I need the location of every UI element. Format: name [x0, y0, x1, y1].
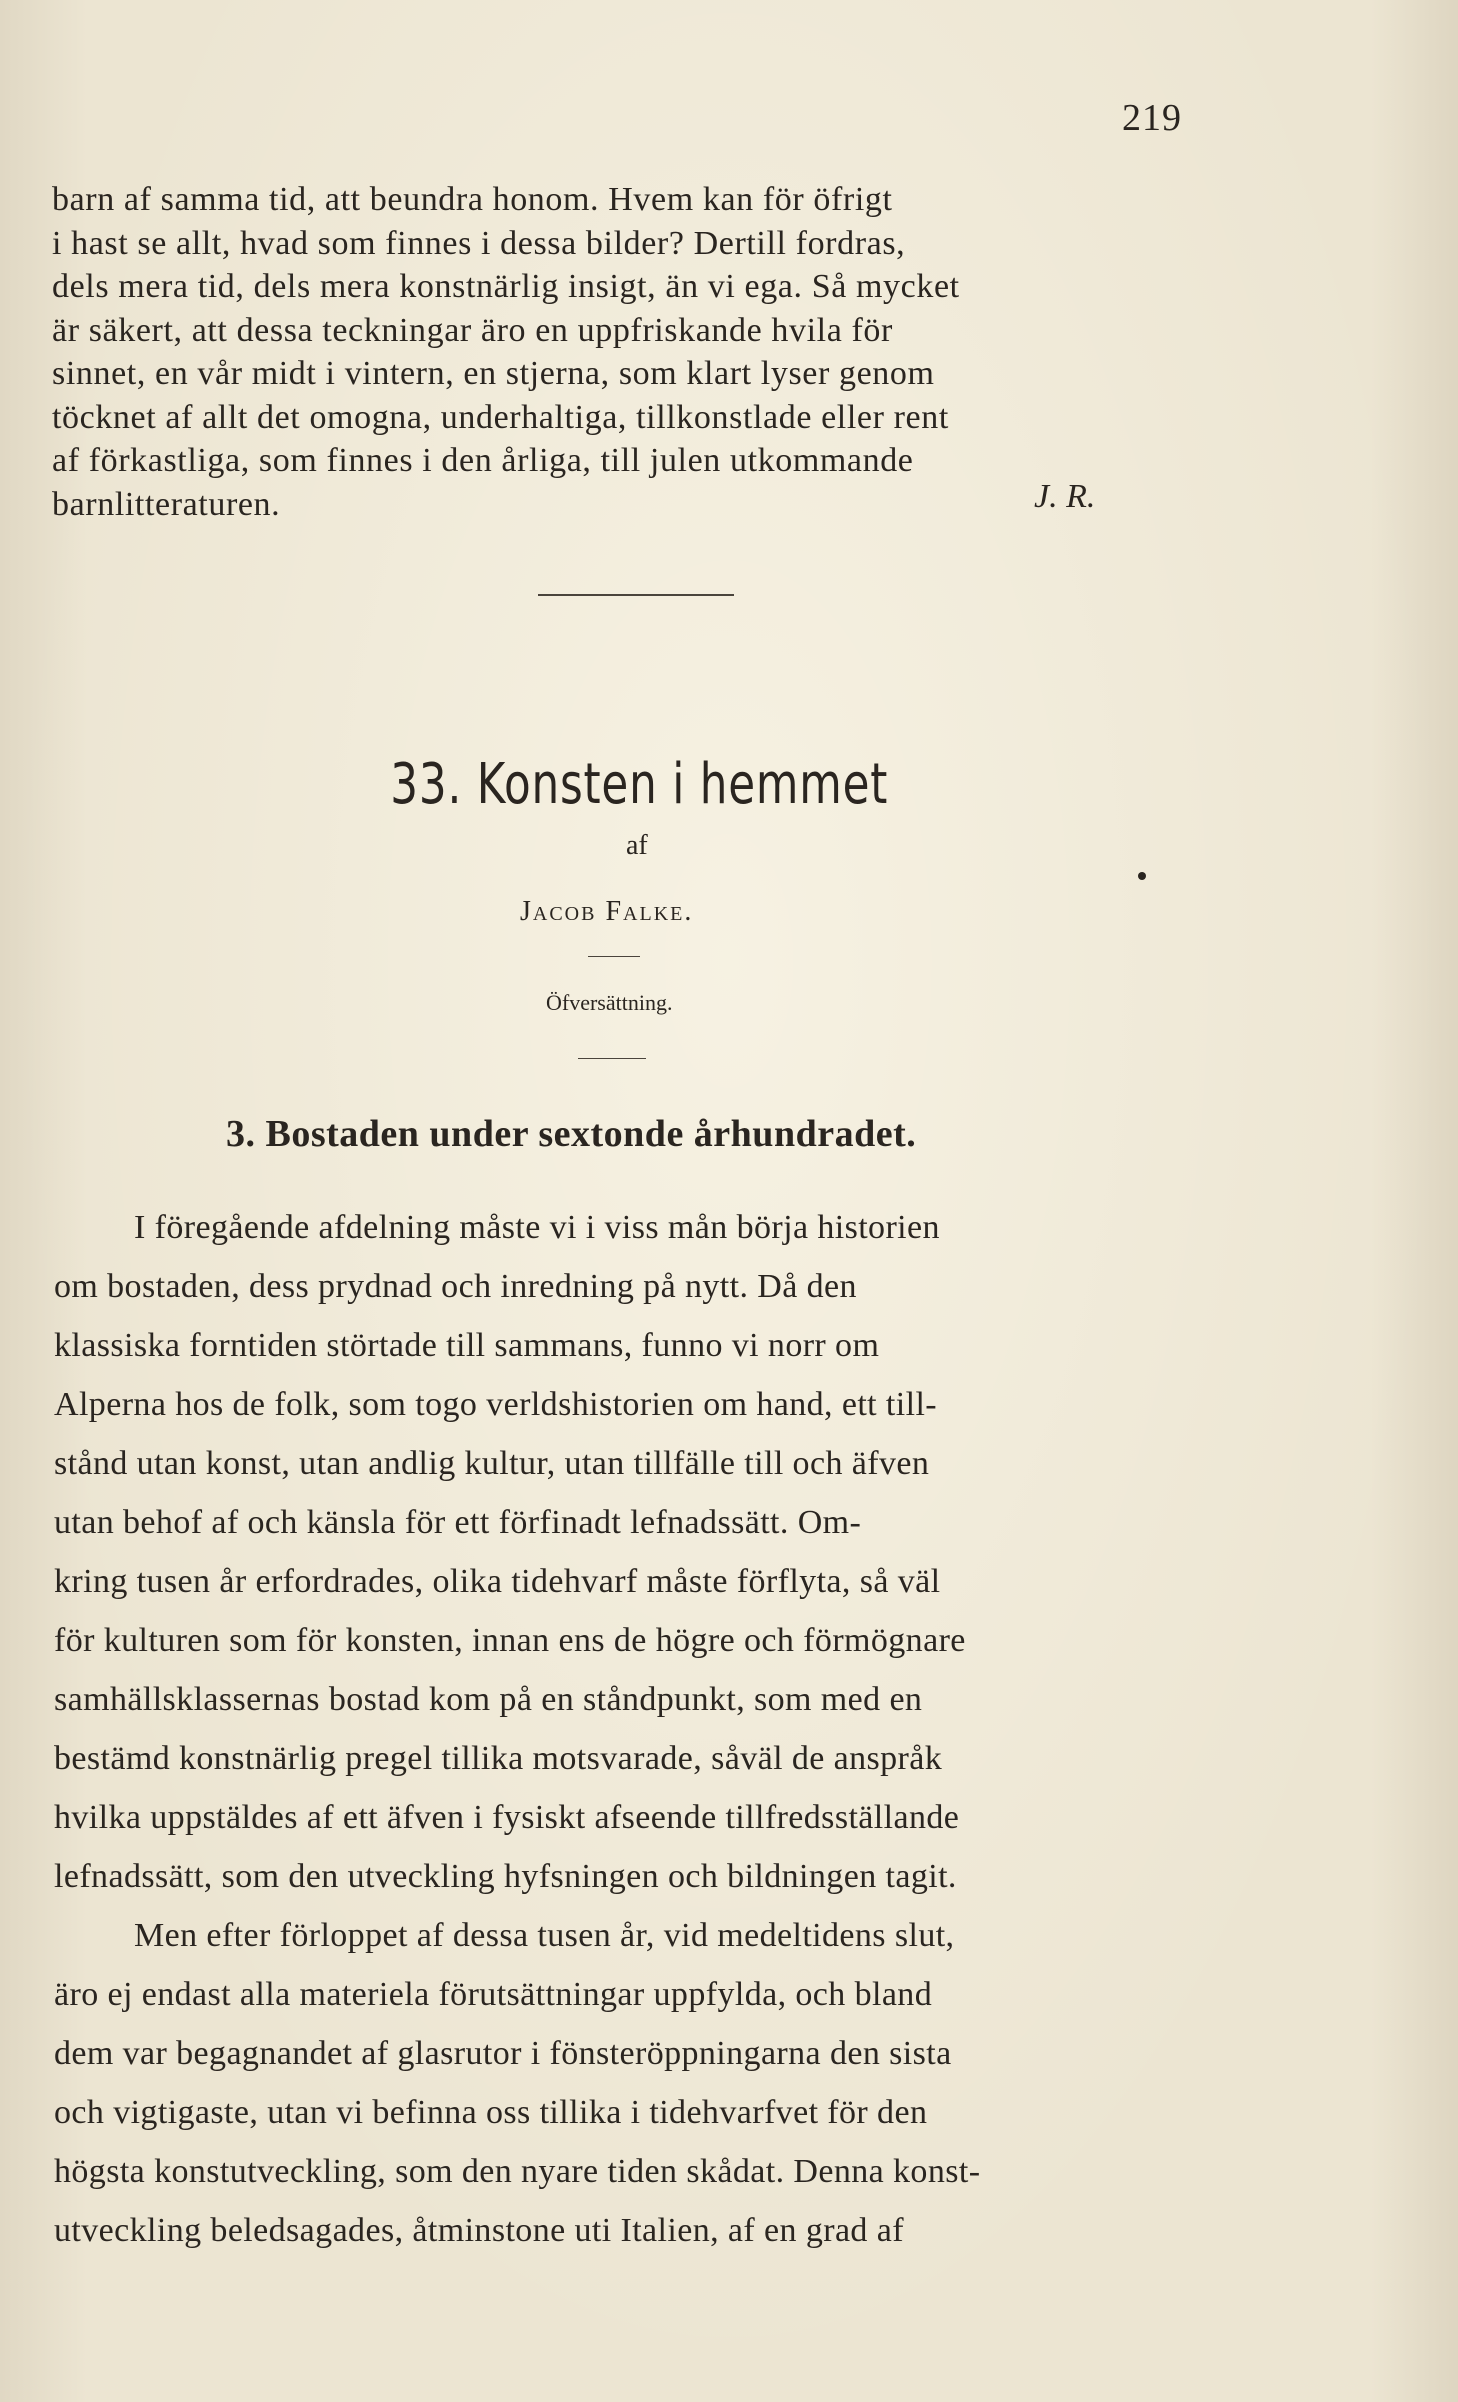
author-by: af — [626, 830, 648, 861]
body-line: dem var begagnandet af glasrutor i fönsteröppningarna den sista — [54, 2035, 952, 2072]
section-divider — [538, 594, 734, 596]
intro-line: barn af samma tid, att beundra honom. Hvem kan för öfrigt — [52, 181, 893, 218]
body-line: stånd utan konst, utan andlig kultur, utan tillfälle till och äfven — [54, 1445, 930, 1482]
divider-short — [588, 956, 640, 957]
body-line: för kulturen som för konsten, innan ens de högre och förmögnare — [54, 1622, 966, 1659]
chapter-title-text: 33. Konsten i hemmet — [390, 752, 889, 817]
body-line: hvilka uppstäldes af ett äfven i fysiskt afseende tillfredsställande — [54, 1799, 960, 1836]
body-line: Alperna hos de folk, som togo verldshistorien om hand, ett till- — [54, 1386, 938, 1423]
divider-short — [578, 1058, 646, 1059]
section-heading: 3. Bostaden under sextonde århundradet. — [226, 1113, 917, 1155]
chapter-title — [141, 752, 1278, 817]
body-line: samhällsklassernas bostad kom på en ståndpunkt, som med en — [54, 1681, 923, 1718]
intro-line: af förkastliga, som finnes i den årliga, till julen utkommande — [52, 442, 914, 479]
intro-line: är säkert, att dessa teckningar äro en uppfriskande hvila för — [52, 311, 893, 349]
body-line: utveckling beledsagades, åtminstone uti Italien, af en grad af — [54, 2212, 904, 2249]
body-line: om bostaden, dess prydnad och inredning på nytt. Då den — [54, 1268, 857, 1305]
body-line: kring tusen år erfordrades, olika tidehvarf måste förflyta, så väl — [54, 1563, 941, 1600]
signature: J. R. — [1034, 478, 1096, 515]
body-line: I föregående afdelning måste vi i viss mån börja historien — [134, 1209, 940, 1246]
page-number: 219 — [1122, 97, 1182, 139]
intro-line: barnlitteraturen. — [52, 485, 281, 523]
intro-line: i hast se allt, hvad som finnes i dessa bilder? Dertill fordras, — [52, 224, 906, 262]
chapter-author: Jacob Falke. — [520, 896, 694, 927]
body-line: utan behof af och känsla för ett förfinadt lefnadssätt. Om- — [54, 1504, 862, 1541]
body-line: och vigtigaste, utan vi befinna oss tillika i tidehvarfvet för den — [54, 2094, 928, 2131]
body-line: äro ej endast alla materiela förutsättningar uppfylda, och bland — [54, 1976, 933, 2013]
intro-line: sinnet, en vår midt i vintern, en stjerna, som klart lyser genom — [52, 355, 935, 392]
body-paragraphs — [54, 1198, 1226, 2260]
body-line: bestämd konstnärlig pregel tillika motsvarade, såväl de anspråk — [54, 1740, 943, 1777]
ink-dot — [1138, 872, 1146, 880]
translation-note: Öfversättning. — [546, 990, 673, 1015]
body-line: Men efter förloppet af dessa tusen år, vid medeltidens slut, — [134, 1917, 955, 1954]
intro-line: töcknet af allt det omogna, underhaltiga, tillkonstlade eller rent — [52, 398, 949, 436]
intro-paragraph — [52, 178, 1222, 526]
body-line: högsta konstutveckling, som den nyare tiden skådat. Denna konst- — [54, 2153, 981, 2190]
body-line: klassiska forntiden störtade till sammans, funno vi norr om — [54, 1327, 880, 1364]
intro-line: dels mera tid, dels mera konstnärlig insigt, än vi ega. Så mycket — [52, 268, 960, 305]
body-line: lefnadssätt, som den utveckling hyfsningen och bildningen tagit. — [54, 1858, 957, 1895]
